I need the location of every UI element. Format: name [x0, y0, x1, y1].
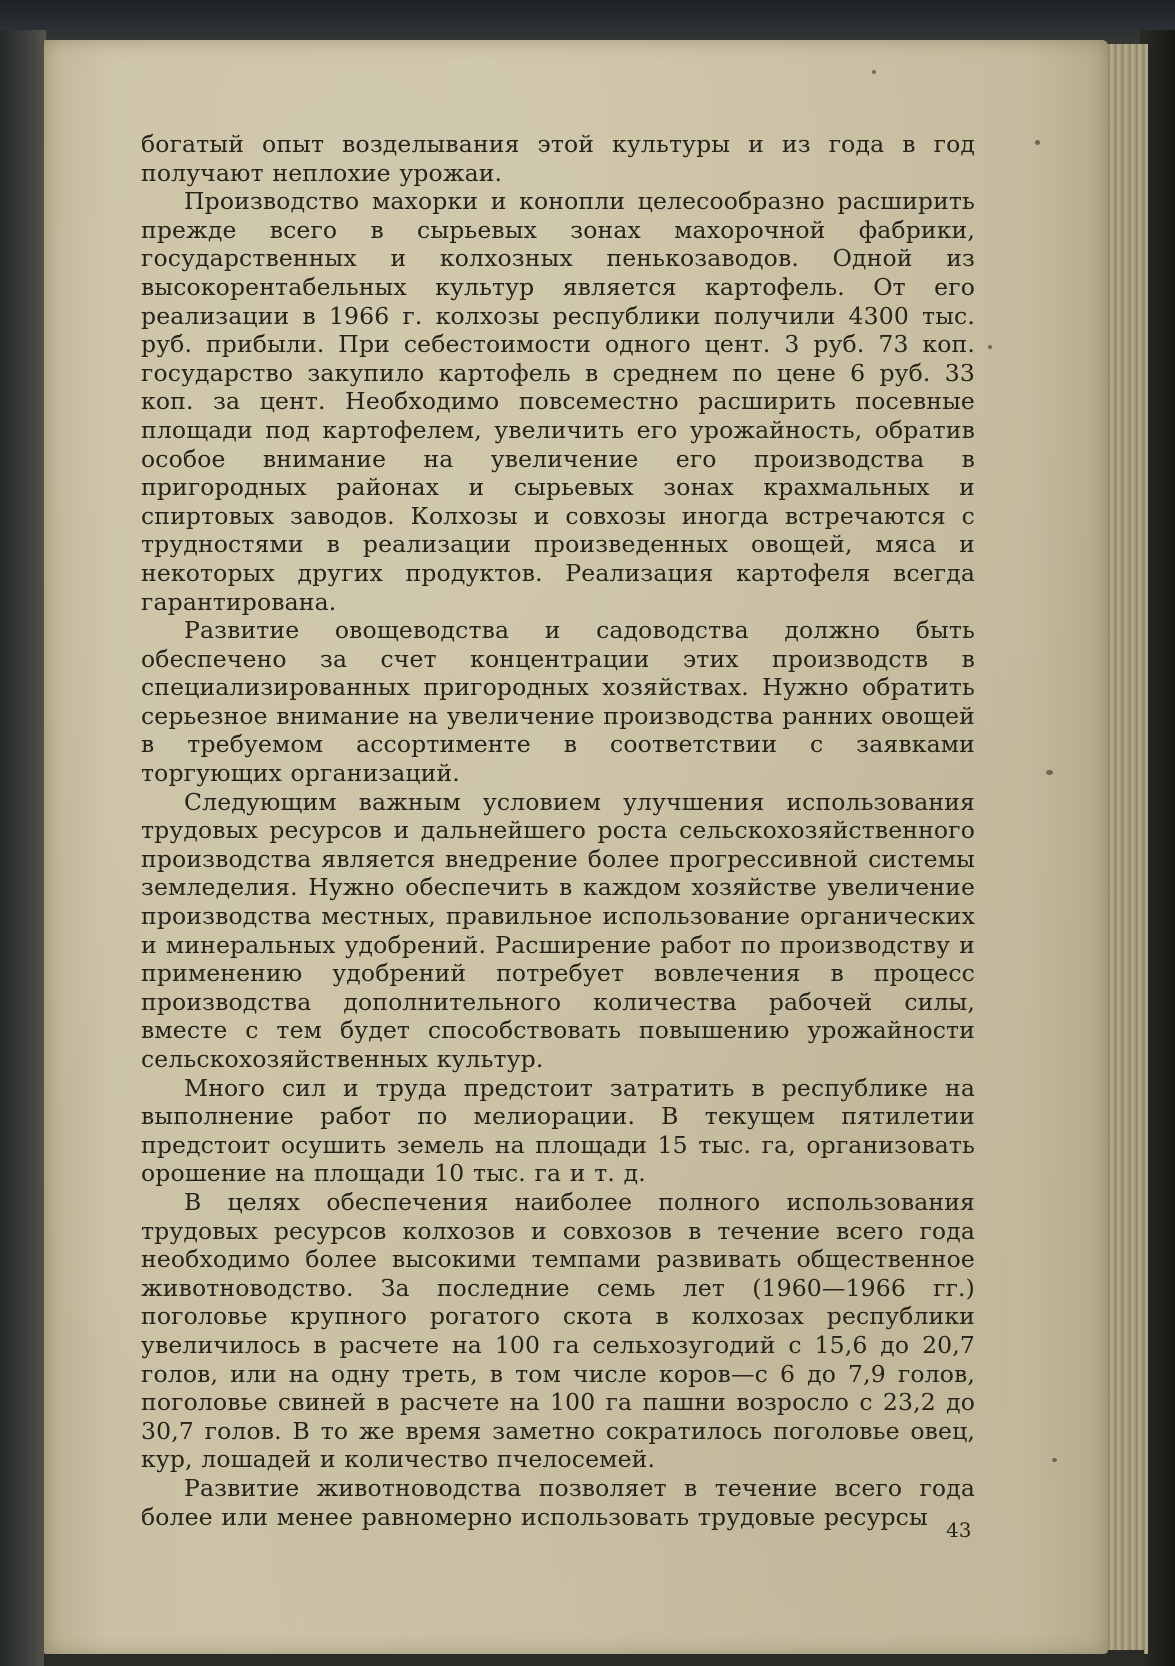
paragraph: Следующим важным условием улучшения использования трудовых ресурсов и дальнейшего роста сельскохозяйственного производства является внедрение более прогрессивной системы земледелия. Нужно обеспечить в каждом хозяйстве увеличение производства местных, правильное использование органических и минеральных удобрений. Расширение работ по производству и применению удобрений потребует вовлечения в процесс производства дополнительного количества рабочей силы, вместе с тем будет способствовать повышению урожайности сельскохозяйственных культур. [141, 787, 975, 1073]
paper-speck [988, 345, 992, 349]
paragraph: В целях обеспечения наиболее полного использования трудовых ресурсов колхозов и совхозов в течение всего года необходимо более высокими темпами развивать общественное животноводство. За последние семь лет (1960—1966 гг.) поголовье крупного рогатого скота в колхозах республики увеличилось в расчете на 100 га сельхозугодий с 15,6 до 20,7 голов, или на одну треть, в том числе коров—с 6 до 7,9 голов, поголовье свиней в расчете на 100 га пашни возросло с 23,2 до 30,7 голов. В то же время заметно сократилось поголовье овец, кур, лошадей и количество пчелосемей. [141, 1187, 975, 1474]
paper-speck [872, 70, 876, 74]
paragraph: богатый опыт возделывания этой культуры и из года в год получают неплохие урожаи. [141, 130, 975, 187]
book-spine [0, 30, 46, 1666]
paper-speck [1035, 140, 1040, 145]
body-text [141, 130, 975, 1531]
paragraph: Производство махорки и конопли целесообразно расширить прежде всего в сырьевых зонах махорочной фабрики, государственных и колхозных пенькозаводов. Одной из высокорентабельных культур является картофель. От его реализации в 1966 г. колхозы республики получили 4300 тыс. руб. прибыли. При себестоимости одного цент. 3 руб. 73 коп. государство закупило картофель в среднем по цене 6 руб. 33 коп. за цент. Необходимо повсеместно расширить посевные площади под картофелем, увеличить его урожайность, обратив особое внимание на увеличение его производства в пригородных районах и сырьевых зонах крахмальных и спиртовых заводов. Колхозы и совхозы иногда встречаются с трудностями в реализации произведенных овощей, мяса и некоторых других продуктов. Реализация картофеля всегда гарантирована. [141, 187, 975, 616]
paragraph: Развитие животноводства позволяет в течение всего года более или менее равномерно использовать трудовые ресурсы [141, 1473, 975, 1531]
paper-speck [1046, 770, 1053, 775]
paper-speck [1052, 1458, 1057, 1462]
paragraph: Много сил и труда предстоит затратить в республике на выполнение работ по мелиорации. В текущем пятилетии предстоит осушить земель на площади 15 тыс. га, организовать орошение на площади 10 тыс. га и т. д. [141, 1073, 975, 1188]
paragraph: Развитие овощеводства и садоводства должно быть обеспечено за счет концентрации этих производств в специализированных пригородных хозяйствах. Нужно обратить серьезное внимание на увеличение производства ранних овощей в требуемом ассортименте в соответствии с заявками торгующих организаций. [141, 616, 975, 788]
page-number: 43 [946, 1518, 972, 1542]
page-stack-edges [1104, 44, 1148, 1654]
